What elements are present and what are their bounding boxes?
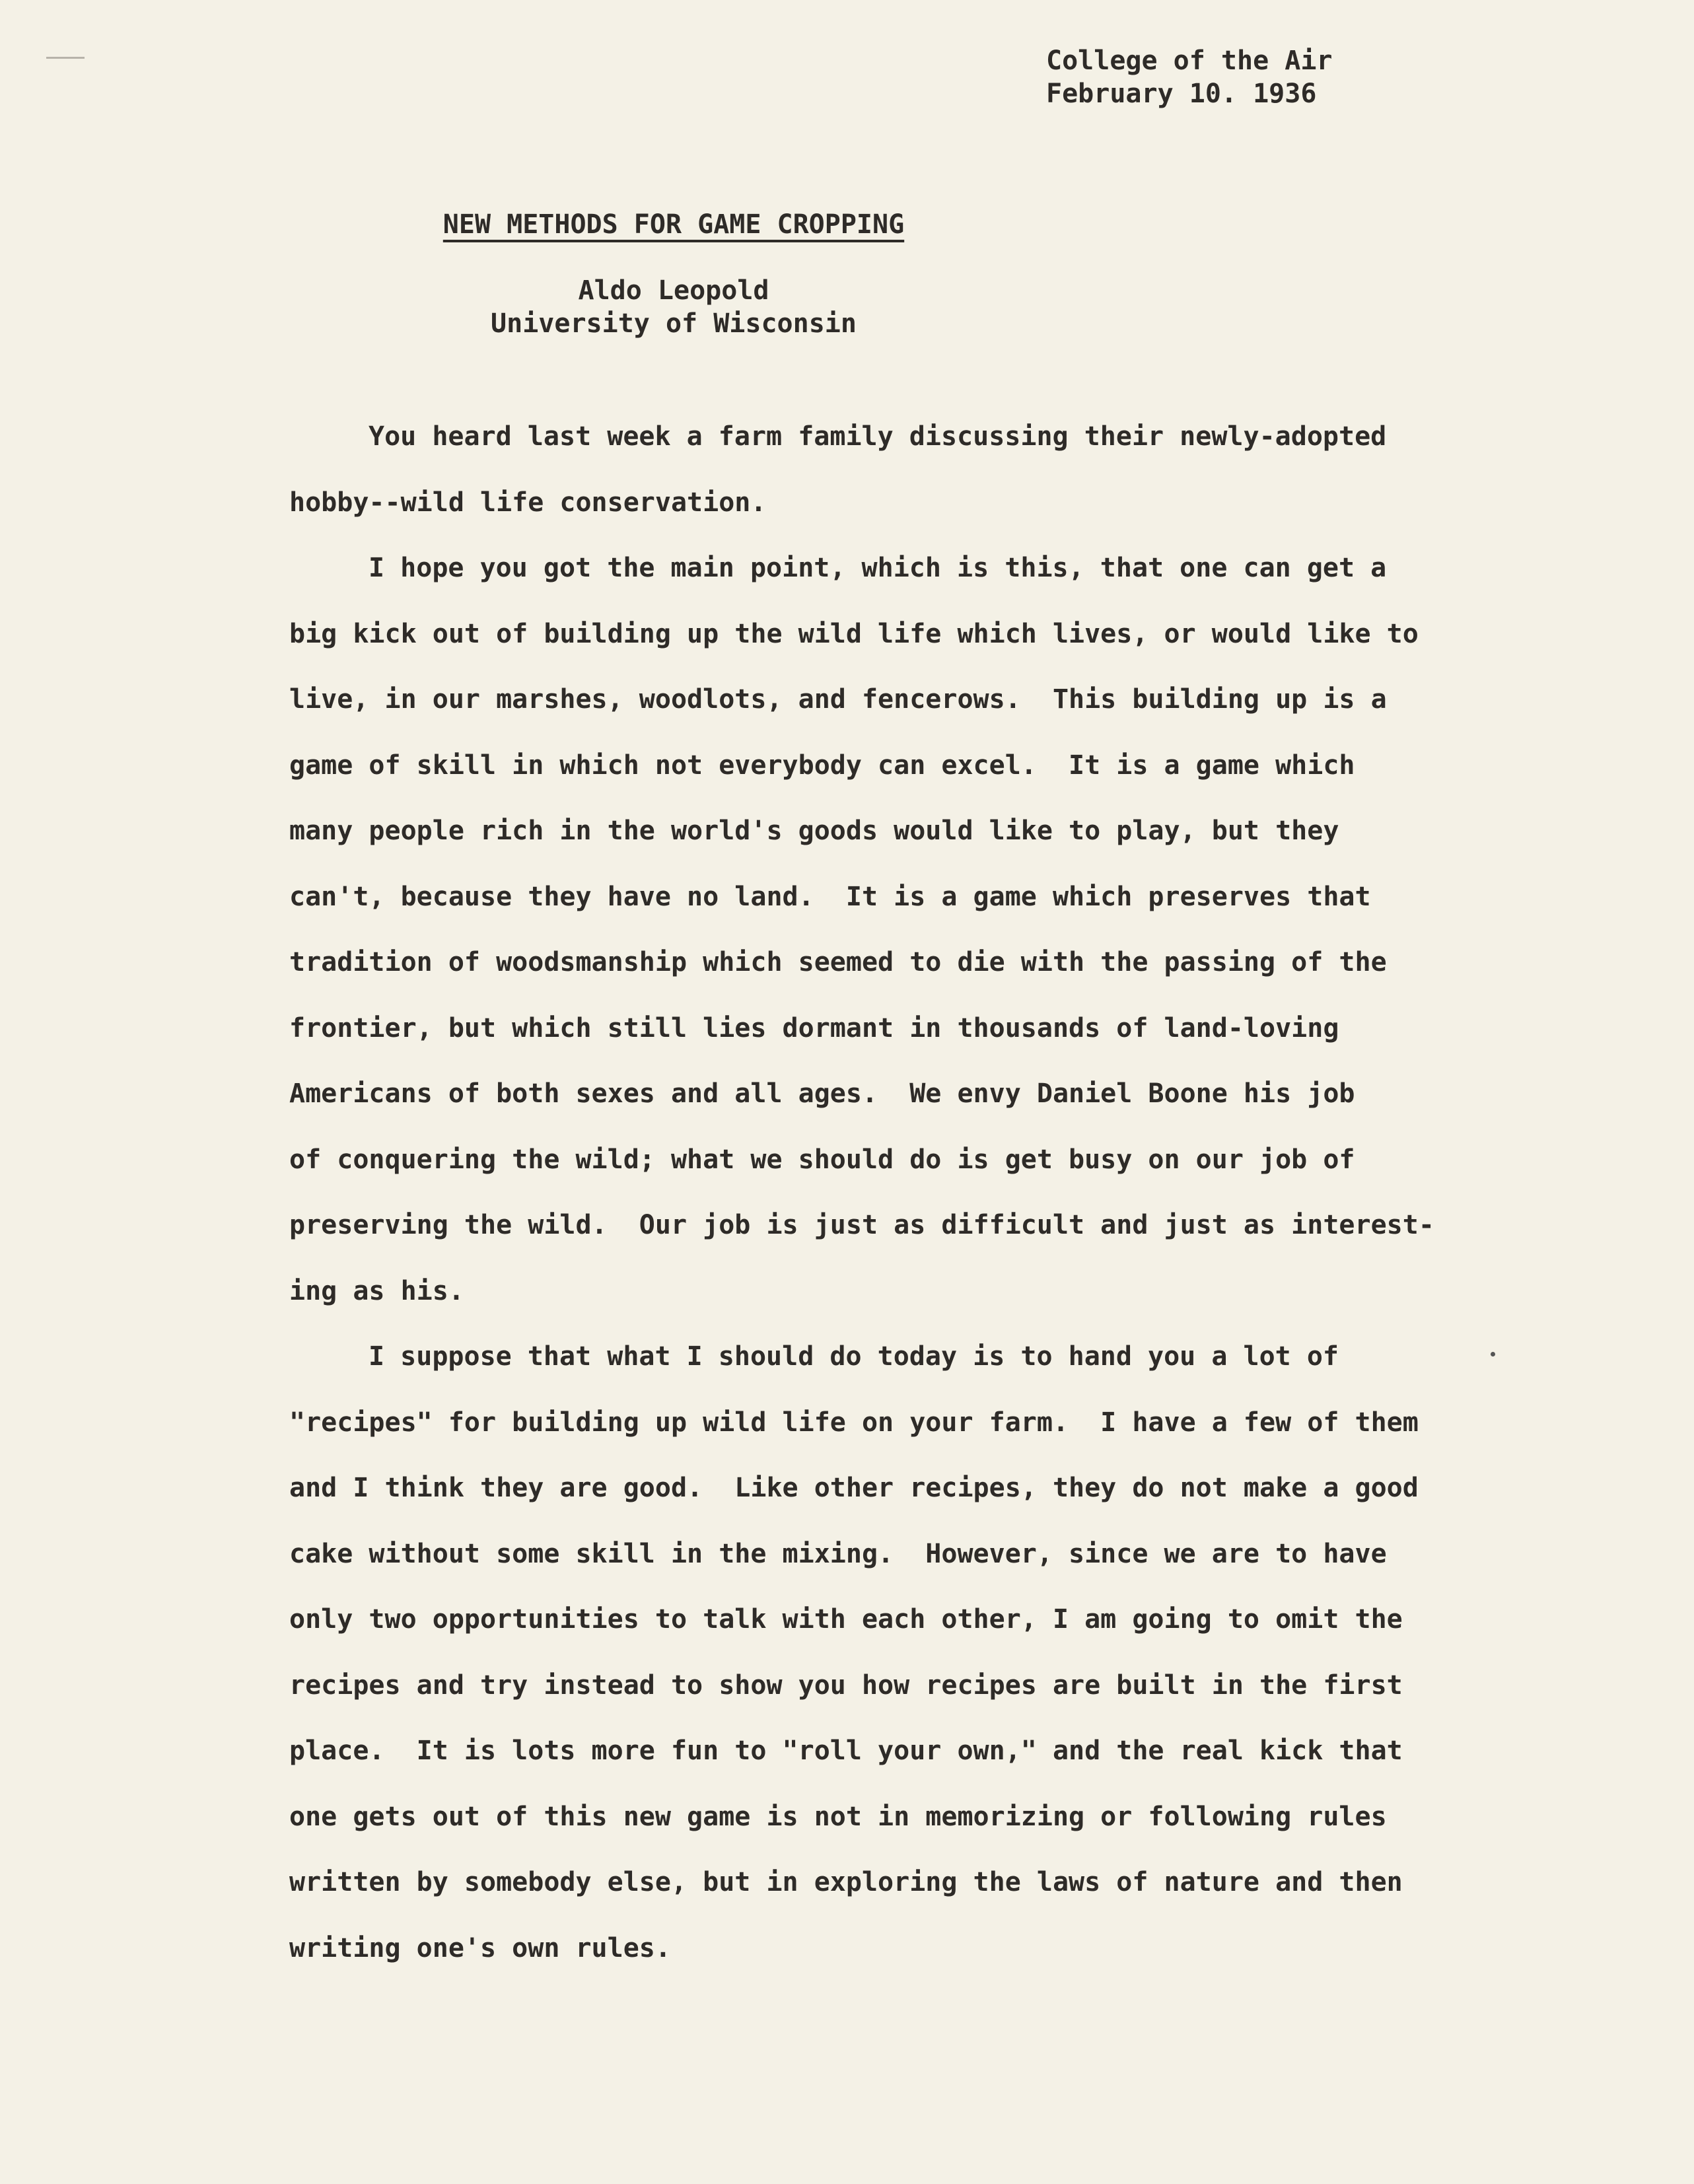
author-institution: University of Wisconsin — [491, 308, 857, 339]
text-line: many people rich in the world's goods would like to play, but they — [289, 816, 1339, 846]
text-line: You heard last week a farm family discussing their newly-adopted — [369, 421, 1387, 452]
text-line: game of skill in which not everybody can excel. It is a game which — [289, 750, 1355, 781]
body-text — [289, 404, 1491, 1981]
text-line: preserving the wild. Our job is just as difficult and just as interest- — [289, 1210, 1434, 1240]
text-line: writing one's own rules. — [289, 1932, 671, 1963]
text-line: frontier, but which still lies dormant in thousands of land-loving — [289, 1012, 1339, 1043]
text-line: Americans of both sexes and all ages. We envy Daniel Boone his job — [289, 1078, 1355, 1109]
program-name: College of the Air — [1046, 46, 1333, 76]
author-name: Aldo Leopold — [578, 275, 769, 306]
text-line: hobby--wild life conservation. — [289, 487, 767, 518]
text-line: big kick out of building up the wild life which lives, or would like to — [289, 618, 1419, 649]
text-line: only two opportunities to talk with each other, I am going to omit the — [289, 1604, 1403, 1635]
text-line: recipes and try instead to show you how recipes are built in the first — [289, 1670, 1403, 1701]
paragraph — [289, 404, 1491, 536]
broadcast-date: February 10. 1936 — [1046, 79, 1317, 109]
text-line: can't, because they have no land. It is a game which preserves that — [289, 881, 1371, 912]
ink-speck — [1491, 1352, 1495, 1356]
ink-mark — [46, 57, 85, 59]
paragraph — [289, 1324, 1491, 1981]
paragraph — [289, 536, 1491, 1324]
text-line: I hope you got the main point, which is this, that one can get a — [369, 553, 1387, 583]
text-line: live, in our marshes, woodlots, and fencerows. This building up is a — [289, 684, 1387, 715]
text-line: place. It is lots more fun to "roll your own," and the real kick that — [289, 1736, 1403, 1766]
text-line: of conquering the wild; what we should do is get busy on our job of — [289, 1144, 1355, 1175]
text-line: one gets out of this new game is not in memorizing or following rules — [289, 1801, 1387, 1832]
text-line: cake without some skill in the mixing. However, since we are to have — [289, 1538, 1387, 1569]
text-line: and I think they are good. Like other recipes, they do not make a good — [289, 1473, 1419, 1503]
text-line: tradition of woodsmanship which seemed to die with the passing of the — [289, 947, 1387, 977]
text-line: I suppose that what I should do today is to hand you a lot of — [369, 1341, 1339, 1372]
text-line: written by somebody else, but in exploring the laws of nature and then — [289, 1867, 1403, 1897]
document-title: NEW METHODS FOR GAME CROPPING — [442, 209, 905, 240]
text-line: "recipes" for building up wild life on your farm. I have a few of them — [289, 1407, 1419, 1438]
text-line: ing as his. — [289, 1275, 464, 1306]
